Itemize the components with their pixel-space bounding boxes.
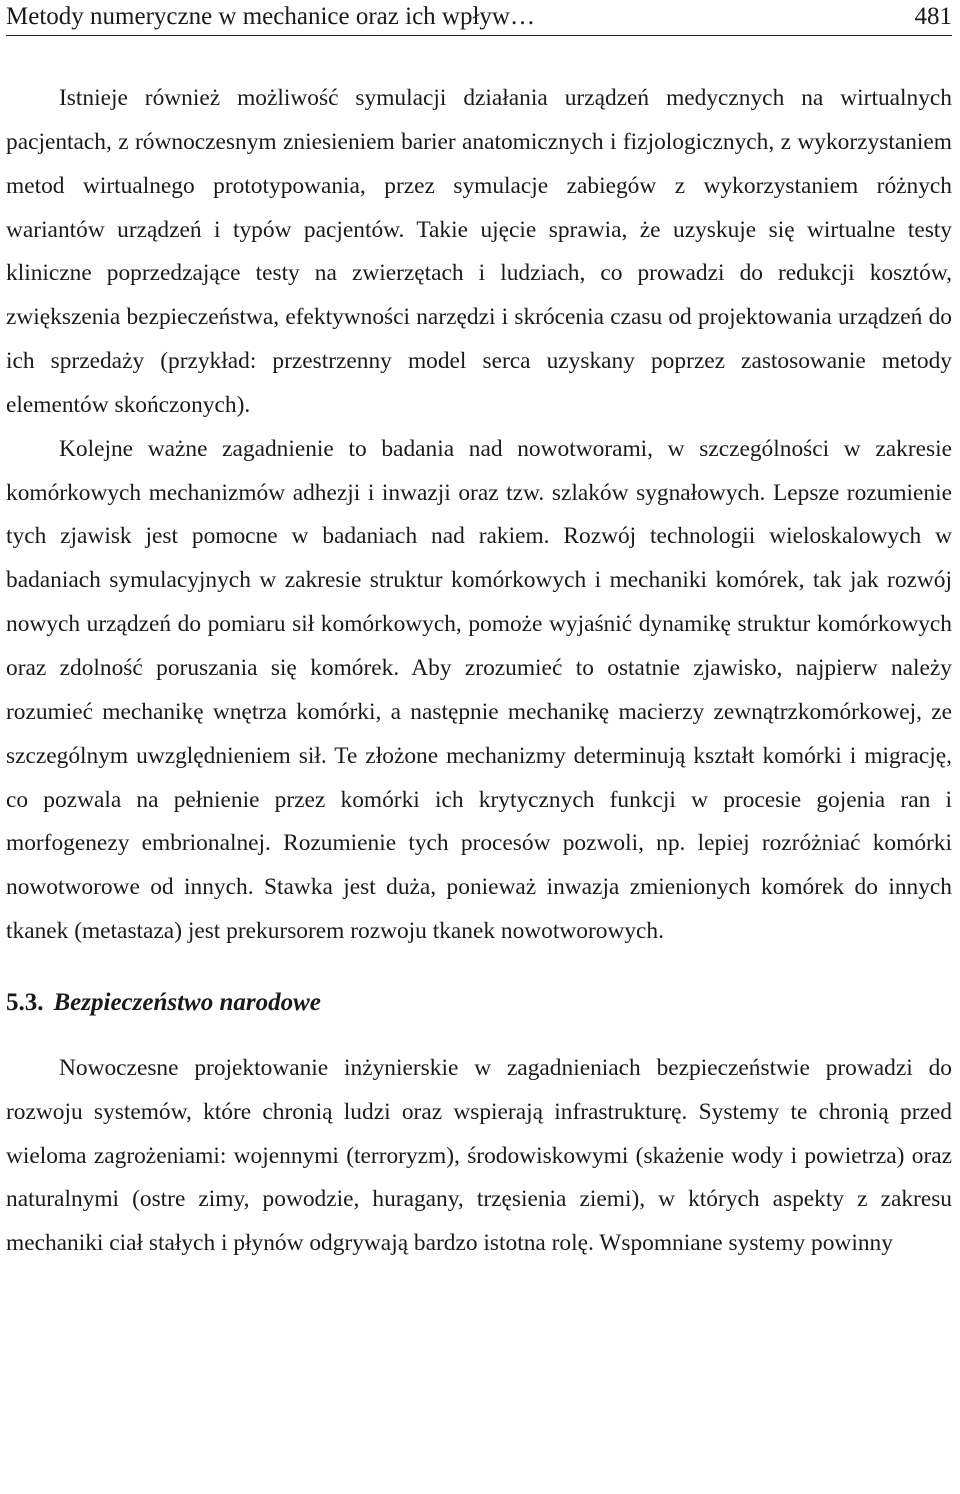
body-text xyxy=(6,77,952,954)
paragraph-national-security: Nowoczesne projektowanie inżynierskie w zagadnieniach bezpieczeństwie prowadzi do rozwoju systemów, które chronią ludzi oraz wspierają infrastrukturę. Systemy te chronią przed wieloma zagrożeniami: wojennymi (terroryzm), środowiskowymi (skażenie wody i powietrza) oraz naturalnymi (ostre zimy, powodzie, huragany, trzęsienia ziemi), w których aspekty z zakresu mechaniki ciał stałych i płynów odgrywają bardzo istotna rolę. Wspomniane systemy powinny xyxy=(6,1054,952,1257)
paragraph-cancer-research: Kolejne ważne zagadnienie to badania nad nowotworami, w szczególności w zakresie komórkowych mechanizmów adhezji i inwazji oraz tzw. szlaków sygnałowych. Lepsze rozumienie tych zjawisk jest pomocne w badaniach nad rakiem. Rozwój technologii wieloskalowych w badaniach symulacyjnych w zakresie struktur komórkowych i mechaniki komórek, tak jak rozwój nowych urządzeń do pomiaru sił komórkowych, pomoże wyjaśnić dynamikę struktur komórkowych oraz zdolność poruszania się komórek. Aby zrozumieć to ostatnie zjawisko, najpierw należy rozumieć mechanikę wnętrza komórki, a następnie mechanikę macierzy zewnątrzkomórkowej, ze szczególnym uwzględnieniem sił. Te złożone mechanizmy determinują kształt komórki i migrację, co pozwala na pełnienie przez komórki ich krytycznych funkcji w procesie gojenia ran i morfogenezy embrionalnej. Rozumienie tych procesów pozwoli, np. lepiej rozróżniać komórki nowotworowe od innych. Stawka jest duża, ponieważ inwazja zmienionych komórek do innych tkanek (metastaza) jest prekursorem rozwoju tkanek nowotworowych. xyxy=(6,435,952,945)
section-body xyxy=(6,1047,952,1266)
running-title: Metody numeryczne w mechanice oraz ich wpływ… xyxy=(6,3,535,30)
page-number: 481 xyxy=(914,3,952,30)
running-header xyxy=(6,0,952,36)
paragraph-medical-devices: Istnieje również możliwość symulacji działania urządzeń medycznych na wirtualnych pacjentach, z równoczesnym zniesieniem barier anatomicznych i fizjologicznych, z wykorzystaniem metod wirtualnego prototypowania, przez symulacje zabiegów z wykorzystaniem różnych wariantów urządzeń i typów pacjentów. Takie ujęcie sprawia, że uzyskuje się wirtualne testy kliniczne poprzedzające testy na zwierzętach i ludziach, co prowadzi do redukcji kosztów, zwiększenia bezpieczeństwa, efektywności narzędzi i skrócenia czasu od projektowania urządzeń do ich sprzedaży (przykład: przestrzenny model serca uzyskany poprzez zastosowanie metody elementów skończonych). xyxy=(6,85,952,418)
section-heading xyxy=(6,981,952,1024)
section-number: 5.3. xyxy=(6,988,44,1016)
section-title: Bezpieczeństwo narodowe xyxy=(53,988,321,1016)
